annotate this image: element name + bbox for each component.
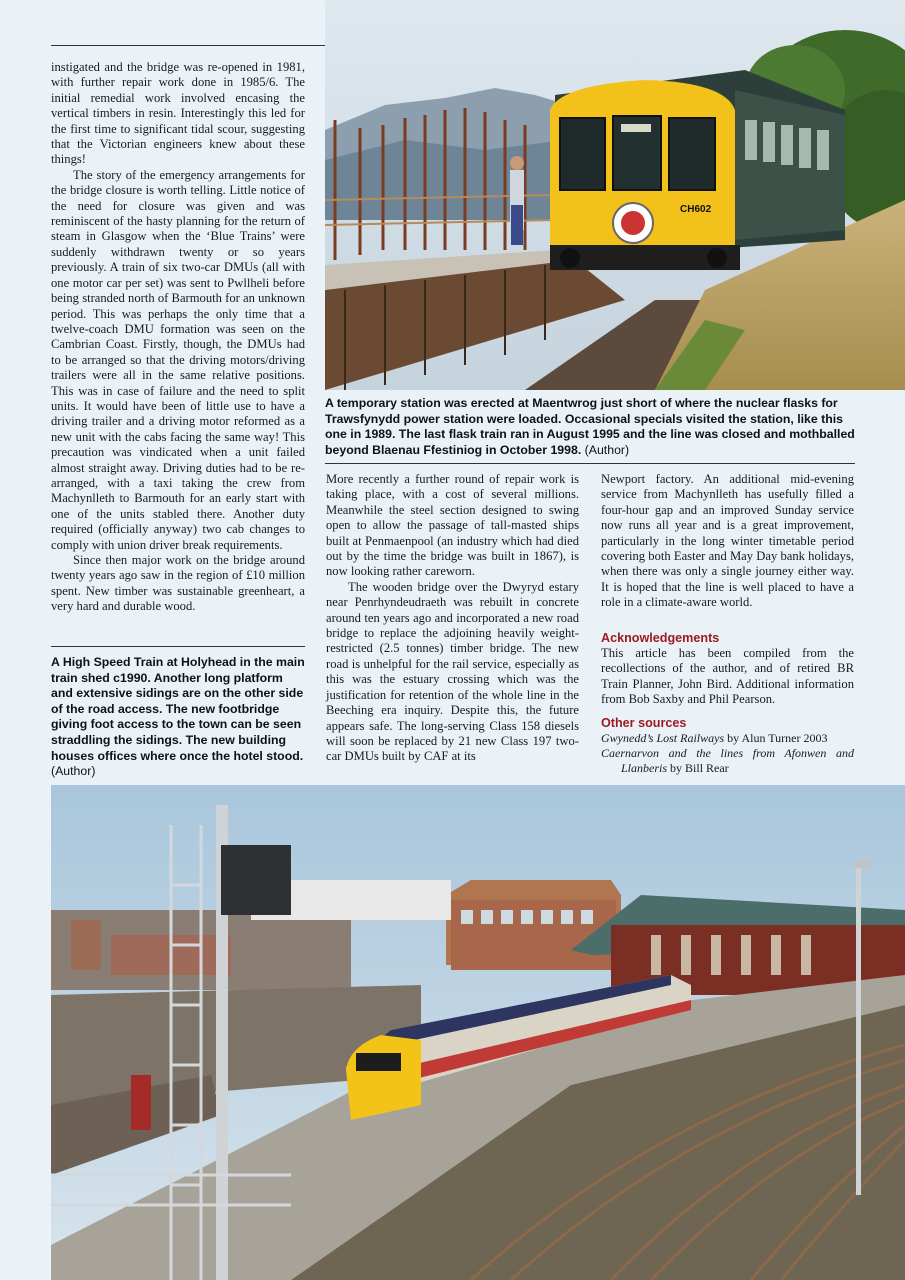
hst-photo-illustration: [51, 785, 905, 1280]
col3-paragraph: Newport factory. An additional mid-evening service from Machynlleth has usefully filled a four-hour gap and an improved Sunday service now runs all year and is a great improvement, particularly in the long winter timetable period covering both Easter and May Day bank holidays, when there was only a single journey either way. It is hoped that the line is well placed to have a role in a climate-aware world.: [601, 472, 854, 610]
source-item: [601, 731, 854, 746]
dmu-caption: [325, 396, 855, 458]
source-rest: by Bill Rear: [667, 761, 729, 776]
other-sources-heading: Other sources: [601, 715, 687, 730]
col1-paragraph-2: The story of the emergency arrangements for the bridge closure is worth telling. Little notice of the need for closure was given and was reminiscent of the hasty planning for the return of steam in Glasgow when the ‘Blue Trains’ were suddenly withdrawn twenty or so years previously. A train of six two-car DMUs (all with one motor car per set) was sent to Pwllheli before being stranded north of Barmouth for an unknown period. This was perhaps the only time that a twelve-coach DMU formation was seen on the Cambrian Coast. Firstly, though, the DMUs had to be arranged so that the driving motors/driving trailers were all in the same relative positions. This was in case of failure and the need to split units. It would have been of little use to have a driving trailer and a driving motor reformed as a new unit with the cabs facing the same way! This precaution was vindicated when a unit failed almost straight away. Driving duties had to be re-arranged, with a taxi taking the crew from Machynlleth to Barmouth for an early start with one of the units stabled there. Another duty required (officially anyway) two cab changes to comply with union driver break requirements.: [51, 167, 305, 552]
hst-caption-text: A High Speed Train at Holyhead in the main train shed c1990. Another long platform and extensive sidings are on the other side of the road access. The new footbridge giving foot access to the town can be seen straddling the sidings. The new building houses offices where once the hotel stood.: [51, 655, 305, 763]
col2-paragraph-2: The wooden bridge over the Dwyryd estary near Penrhyndeudraeth was rebuilt in concrete around ten years ago and incorporated a new road bridge to replace the adjoining heavily weight-restricted (2.5 tonnes) timber bridge. The new road is unhelpful for the rail service, especially as this was the estuary crossing which was the justification for retention of the whole line in the Beeching era inquiry. Despite this, the future appears safe. The long-serving Class 158 diesels will soon be replaced by 21 new Class 197 two-car DMUs built by CAF at its: [326, 579, 579, 764]
other-sources-list: [601, 731, 854, 776]
hst-photo: [51, 785, 905, 1280]
hst-caption-credit: (Author): [51, 764, 96, 779]
col1-paragraph-1: instigated and the bridge was re-opened in 1981, with further repair work done in 1985/6. The initial remedial work involved encasing the vertical timbers in resin. Interestingly this led for the first time to significant tidal scour, suggesting that the Victorian engineers knew about these things!: [51, 60, 305, 167]
col1-top-rule: [51, 45, 325, 46]
source-title: Gwynedd’s Lost Railways: [601, 731, 725, 746]
col1-text: [51, 60, 305, 615]
dmu-caption-rule: [325, 463, 855, 464]
dmu-caption-credit: (Author): [584, 442, 630, 457]
source-title: Caernarvon and the lines from Afonwen and Llanberis: [601, 746, 854, 776]
dmu-headcode: CH602: [680, 204, 712, 215]
dmu-photo-illustration: [325, 0, 905, 390]
col2-paragraph-1: More recently a further round of repair work is taking place, with a cost of several millions. Meanwhile the steel section designed to swing open to allow the passage of tall-masted ships built at Penmaenpool (an industry which had died out by the time the bridge was built in 1867), is now looking rather careworn.: [326, 472, 579, 579]
hst-caption-rule: [51, 646, 305, 647]
dmu-photo: [325, 0, 905, 390]
source-item: [601, 746, 854, 776]
source-rest: by Alun Turner 2003: [724, 731, 828, 746]
dmu-caption-text: A temporary station was erected at Maentwrog just short of where the nuclear flasks for Trawsfynydd power station were loaded. Occasional specials visited the station, like this one in 1989. The last flask train ran in August 1995 and the line was closed and mothballed beyond Blaenau Ffestiniog in October 1998.: [325, 396, 855, 457]
col3-text: [601, 472, 854, 776]
acknowledgements-text: This article has been compiled from the recollections of the author, and of retired BR Train Planner, John Bird. Additional information from Bob Saxby and Phil Pearson.: [601, 646, 854, 707]
hst-caption: [51, 655, 307, 780]
col2-text: [326, 472, 579, 765]
acknowledgements-heading: Acknowledgements: [601, 630, 720, 645]
col1-paragraph-3: Since then major work on the bridge around twenty years ago saw in the region of £10 million spent. New timber was sustainable greenheart, a very hard and durable wood.: [51, 553, 305, 614]
